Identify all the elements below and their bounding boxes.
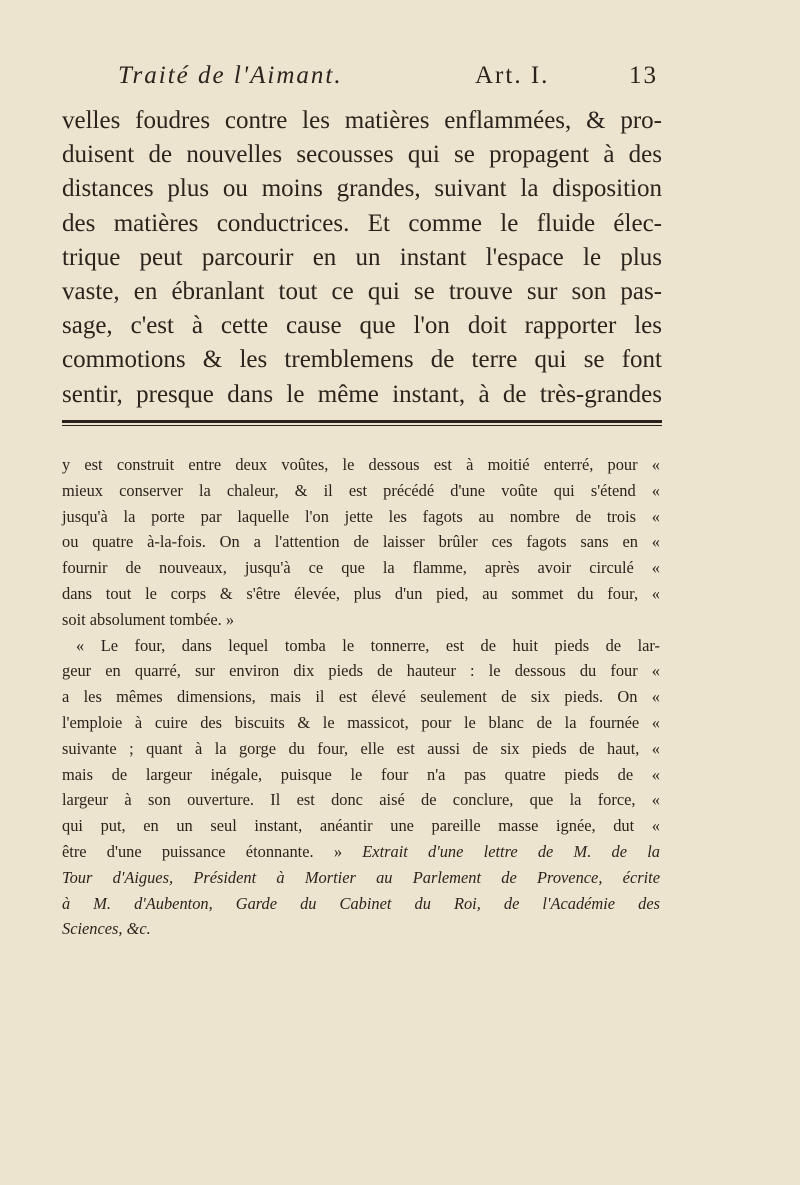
footnote-line: mieux conserver la chaleur, & il est précédé d'une voûte qui s'étend « bbox=[62, 480, 660, 500]
main-text-line: des matières conductrices. Et comme le fluide élec- bbox=[62, 209, 662, 237]
footnote-line: dans tout le corps & s'être élevée, plus d'un pied, au sommet du four, « bbox=[62, 583, 660, 603]
footnote-line: a les mêmes dimensions, mais il est élevé seulement de six pieds. On « bbox=[62, 687, 660, 707]
footnote-line: jusqu'à la porte par laquelle l'on jette les fagots au nombre de trois « bbox=[62, 506, 660, 526]
main-text-line: vaste, en ébranlant tout ce qui se trouve sur son pas- bbox=[62, 277, 662, 305]
footnote-line: soit absolument tombée. » bbox=[62, 609, 235, 629]
citation-line: Tour d'Aigues, Président à Mortier au Parlement de Provence, écrite bbox=[62, 867, 660, 887]
footnote-line: être d'une puissance étonnante. » bbox=[62, 841, 343, 861]
footnote-line: mais de largeur inégale, puisque le four n'a pas quatre pieds de « bbox=[62, 764, 660, 784]
footnote-line: fournir de nouveaux, jusqu'à ce que la flamme, après avoir circulé « bbox=[62, 558, 660, 578]
citation-line: Extrait d'une lettre de M. de la bbox=[362, 841, 660, 861]
main-text bbox=[62, 104, 662, 412]
footnote-line: geur en quarré, sur environ dix pieds de hauteur : le dessous du four « bbox=[62, 661, 660, 681]
running-header bbox=[118, 62, 658, 90]
citation-line: Sciences, &c. bbox=[62, 919, 151, 939]
footnote-line: suivante ; quant à la gorge du four, elle est aussi de six pieds de haut, « bbox=[62, 738, 660, 758]
footnote bbox=[62, 452, 660, 942]
footnote-divider bbox=[62, 420, 662, 423]
footnote-divider-thin bbox=[62, 425, 662, 426]
footnote-line: l'emploie à cuire des biscuits & le massicot, pour le blanc de la fournée « bbox=[62, 712, 660, 732]
header-title: Traité de l'Aimant. bbox=[118, 62, 343, 89]
main-text-line: trique peut parcourir en un instant l'espace le plus bbox=[62, 243, 662, 271]
main-text-line: distances plus ou moins grandes, suivant la disposition bbox=[62, 175, 662, 203]
footnote-line: ou quatre à-la-fois. On a l'attention de laisser brûler ces fagots sans en « bbox=[62, 532, 660, 552]
footnote-line: y est construit entre deux voûtes, le dessous est à moitié enterré, pour « bbox=[62, 455, 660, 474]
footnote-line-with-citation bbox=[62, 839, 660, 865]
citation-line: à M. d'Aubenton, Garde du Cabinet du Roi, de l'Académie des bbox=[62, 893, 660, 913]
footnote-line: largeur à son ouverture. Il est donc aisé de conclure, que la force, « bbox=[62, 790, 660, 810]
main-text-line: commotions & les tremblemens de terre qui se font bbox=[62, 346, 662, 374]
main-text-line: sage, c'est à cette cause que l'on doit rapporter les bbox=[62, 312, 662, 340]
main-text-line: sentir, presque dans le même instant, à de très-grandes bbox=[62, 380, 662, 408]
footnote-line: « Le four, dans lequel tomba le tonnerre, est de huit pieds de lar- bbox=[76, 635, 660, 655]
main-text-line: duisent de nouvelles secousses qui se propagent à des bbox=[62, 141, 662, 169]
page-number: 13 bbox=[629, 62, 658, 89]
main-text-line: velles foudres contre les matières enflammées, & pro- bbox=[62, 107, 662, 134]
header-article: Art. I. bbox=[475, 62, 550, 89]
footnote-line: qui put, en un seul instant, anéantir une pareille masse ignée, dut « bbox=[62, 816, 660, 836]
